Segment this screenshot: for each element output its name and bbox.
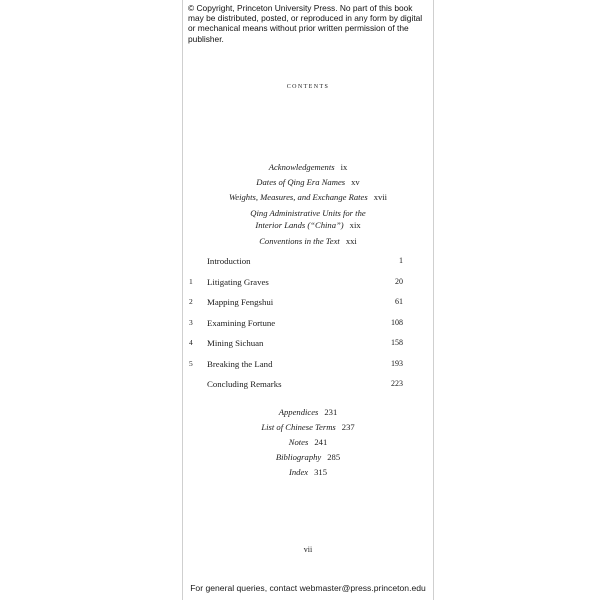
- chapter-page: 108: [391, 317, 403, 327]
- entry-title-line1: Qing Administrative Units for the: [250, 208, 366, 218]
- page-number: vii: [303, 545, 313, 554]
- chapter-item[interactable]: [183, 318, 433, 339]
- front-matter-item[interactable]: [183, 190, 433, 205]
- entry-page: xxi: [345, 236, 357, 246]
- chapter-item[interactable]: [183, 277, 433, 298]
- contents-heading: contents: [286, 80, 330, 90]
- entry-page: 315: [314, 467, 327, 477]
- entry-title: Notes: [288, 437, 309, 447]
- back-matter-item[interactable]: [183, 435, 433, 450]
- front-matter-list: [183, 160, 433, 249]
- chapter-page: 193: [391, 358, 403, 368]
- chapter-title: Breaking the Land: [207, 358, 273, 369]
- chapter-title: Litigating Graves: [207, 276, 269, 287]
- front-matter-item[interactable]: [183, 205, 433, 234]
- entry-title-line2: Interior Lands (“China”): [255, 219, 344, 230]
- entry-page: 285: [327, 452, 341, 462]
- front-matter-item[interactable]: [183, 160, 433, 175]
- chapter-number: 2: [189, 297, 193, 306]
- chapter-number: 5: [189, 358, 193, 368]
- chapter-item[interactable]: [183, 359, 433, 380]
- chapter-page: 158: [391, 338, 403, 347]
- chapter-page: 20: [395, 276, 403, 286]
- chapter-number: 3: [189, 317, 193, 327]
- chapter-item[interactable]: [183, 338, 433, 359]
- entry-title: Dates of Qing Era Names: [256, 177, 346, 187]
- entry-title: Acknowledgements: [268, 162, 335, 172]
- chapter-list: [183, 256, 433, 400]
- footer-contact: For general queries, contact webmaster@press.princeton.edu: [190, 583, 426, 593]
- front-matter-item[interactable]: [183, 175, 433, 190]
- back-matter-item[interactable]: [183, 405, 433, 420]
- entry-page: xix: [349, 219, 361, 230]
- entry-title: Index: [289, 467, 309, 477]
- chapter-title: Examining Fortune: [207, 317, 276, 328]
- chapter-number: 4: [189, 338, 193, 347]
- entry-page: xv: [351, 177, 360, 187]
- entry-page: 237: [341, 422, 355, 432]
- chapter-item[interactable]: [183, 256, 433, 277]
- entry-page: xvii: [373, 192, 388, 202]
- chapter-title: Introduction: [207, 256, 251, 266]
- chapter-title: Concluding Remarks: [207, 379, 282, 389]
- front-matter-item[interactable]: [183, 234, 433, 249]
- entry-page: ix: [340, 162, 348, 172]
- copyright-notice: © Copyright, Princeton University Press. No part of this book may be distributed, posted, or reproduced in any form by digital or mechanical means without prior written permission of the publisher.: [188, 3, 423, 44]
- chapter-page: 61: [395, 297, 403, 306]
- back-matter-list: [183, 405, 433, 480]
- chapter-title: Mining Sichuan: [207, 338, 264, 348]
- entry-page: 241: [314, 437, 328, 447]
- back-matter-item[interactable]: [183, 450, 433, 465]
- back-matter-item[interactable]: [183, 465, 433, 480]
- entry-title: Weights, Measures, and Exchange Rates: [228, 192, 368, 202]
- entry-title: List of Chinese Terms: [261, 422, 336, 432]
- chapter-page: 1: [399, 256, 403, 265]
- chapter-title: Mapping Fengshui: [207, 297, 274, 307]
- chapter-item[interactable]: [183, 379, 433, 400]
- chapter-number: 1: [189, 276, 193, 286]
- entry-title: Bibliography: [275, 452, 322, 462]
- back-matter-item[interactable]: [183, 420, 433, 435]
- entry-page: 231: [324, 407, 338, 417]
- chapter-page: 223: [391, 379, 403, 388]
- chapter-item[interactable]: [183, 297, 433, 318]
- entry-title: Appendices: [278, 407, 319, 417]
- entry-title: Conventions in the Text: [259, 236, 340, 246]
